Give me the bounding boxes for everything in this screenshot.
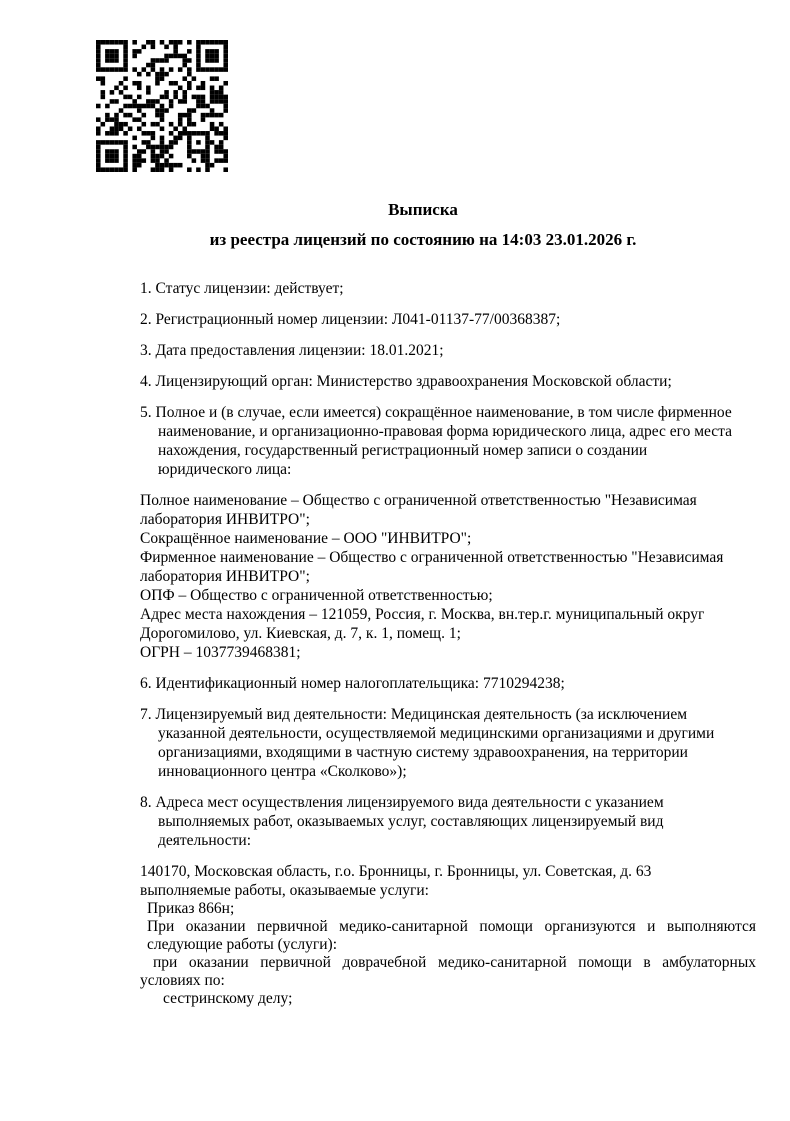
text-line: ОПФ – Общество с ограниченной ответственностью; — [140, 587, 493, 604]
text-line: 4. Лицензирующий орган: Министерство здравоохранения Московской области; — [140, 373, 672, 390]
text-line: Полное наименование – Общество с ограниченной ответственностью "Независимая — [140, 492, 697, 509]
text-line: 6. Идентификационный номер налогоплательщика: 7710294238; — [140, 675, 565, 692]
document-title — [140, 199, 706, 250]
title-line-2: из реестра лицензий по состоянию на 14:03 23.01.2026 г. — [209, 230, 637, 249]
text-line: 1. Статус лицензии: действует; — [140, 280, 344, 297]
text-line: При оказании первичной медико-санитарной помощи организуются и выполняются — [147, 918, 756, 935]
text-line: лаборатория ИНВИТРО"; — [140, 568, 310, 585]
text-line: ОГРН – 1037739468381; — [140, 644, 301, 661]
item-6-taxpayer-number — [140, 674, 756, 693]
text-line: при оказании первичной доврачебной медико-санитарной помощи в амбулаторных — [153, 954, 756, 971]
text-line: инновационного центра «Сколково»); — [158, 763, 407, 780]
item-8-activity-addresses — [140, 793, 756, 850]
text-line: 8. Адреса мест осуществления лицензируемого вида деятельности с указанием — [140, 794, 664, 811]
text-line: юридического лица: — [158, 461, 292, 478]
text-line: 3. Дата предоставления лицензии: 18.01.2021; — [140, 342, 444, 359]
text-line: организациями, входящими в частную систему здравоохранения, на территории — [158, 744, 688, 761]
text-line: лаборатория ИНВИТРО"; — [140, 511, 310, 528]
title-line-1: Выписка — [388, 200, 458, 219]
qr-code-icon — [96, 40, 228, 172]
item-1-license-status — [140, 279, 756, 298]
works-list — [140, 900, 756, 1008]
text-line: условиях по: — [140, 972, 225, 989]
text-line: выполняемые работы, оказываемые услуги: — [140, 882, 429, 899]
item-2-registration-number — [140, 310, 756, 329]
address-block — [140, 862, 756, 900]
text-line: нахождения, государственный регистрационный номер записи о создании — [158, 442, 648, 459]
text-line: выполняемых работ, оказываемых услуг, составляющих лицензируемый вид — [158, 813, 664, 830]
text-line: следующие работы (услуги): — [147, 936, 338, 953]
text-line: сестринскому делу; — [163, 990, 293, 1007]
text-line: Приказ 866н; — [147, 900, 235, 917]
text-line: указанной деятельности, осуществляемой медицинскими организациями и другими — [158, 725, 715, 742]
item-4-licensing-authority — [140, 372, 756, 391]
document-body — [140, 279, 756, 1008]
text-line: 5. Полное и (в случае, если имеется) сокращённое наименование, в том числе фирменное — [140, 404, 732, 421]
text-line: наименование, и организационно-правовая форма юридического лица, адрес его места — [158, 423, 733, 440]
item-3-grant-date — [140, 341, 756, 360]
item-5-names-and-legal-form — [140, 403, 756, 479]
text-line: Дорогомилово, ул. Киевская, д. 7, к. 1, помещ. 1; — [140, 625, 461, 642]
text-line: 7. Лицензируемый вид деятельности: Медицинская деятельность (за исключением — [140, 706, 688, 723]
text-line: деятельности: — [158, 832, 252, 849]
text-line: Фирменное наименование – Общество с ограниченной ответственностью "Независимая — [140, 549, 724, 566]
organization-info — [140, 491, 756, 662]
text-line: Адрес места нахождения – 121059, Россия, г. Москва, вн.тер.г. муниципальный округ — [140, 606, 705, 623]
text-line: 140170, Московская область, г.о. Бронницы, г. Бронницы, ул. Советская, д. 63 — [140, 863, 652, 880]
item-7-licensed-activity — [140, 705, 756, 781]
text-line: Сокращённое наименование – ООО "ИНВИТРО"; — [140, 530, 472, 547]
text-line: 2. Регистрационный номер лицензии: Л041-01137-77/00368387; — [140, 311, 561, 328]
